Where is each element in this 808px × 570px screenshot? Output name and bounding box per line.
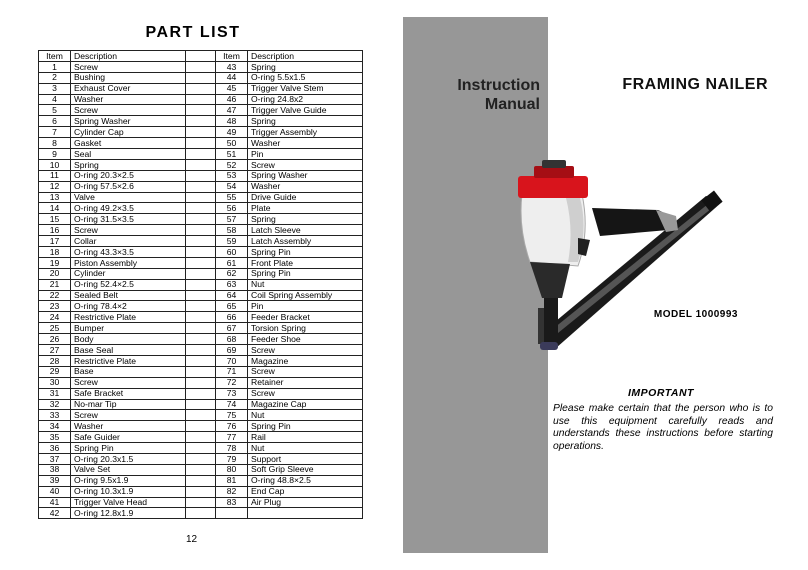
part-item-number: 76: [216, 421, 248, 432]
part-description: Nut: [248, 443, 363, 454]
column-gap: [186, 149, 216, 160]
column-gap: [186, 116, 216, 127]
part-description: Washer: [71, 94, 186, 105]
column-gap: [186, 268, 216, 279]
part-item-number: 1: [39, 61, 71, 72]
parts-body: [39, 61, 363, 518]
part-item-number: 14: [39, 203, 71, 214]
part-item-number: 17: [39, 236, 71, 247]
column-gap: [186, 51, 216, 62]
column-gap: [186, 94, 216, 105]
column-gap: [186, 203, 216, 214]
part-item-number: 12: [39, 181, 71, 192]
column-gap: [186, 225, 216, 236]
table-row: [39, 257, 363, 268]
part-description: Air Plug: [248, 497, 363, 508]
column-gap: [186, 355, 216, 366]
table-row: [39, 334, 363, 345]
part-item-number: 10: [39, 159, 71, 170]
part-description: Retainer: [248, 377, 363, 388]
column-gap: [186, 432, 216, 443]
part-item-number: 13: [39, 192, 71, 203]
column-gap: [186, 366, 216, 377]
instruction-manual-title: [420, 76, 540, 114]
part-item-number: 83: [216, 497, 248, 508]
part-description: Spring Washer: [248, 170, 363, 181]
part-item-number: 52: [216, 159, 248, 170]
important-heading: IMPORTANT: [628, 387, 694, 399]
column-gap: [186, 475, 216, 486]
part-item-number: 72: [216, 377, 248, 388]
framing-nailer-image: [508, 158, 738, 363]
part-description: Latch Assembly: [248, 236, 363, 247]
column-gap: [186, 323, 216, 334]
part-description: Spring Pin: [71, 443, 186, 454]
column-gap: [186, 236, 216, 247]
part-description: Front Plate: [248, 257, 363, 268]
part-description: Trigger Assembly: [248, 127, 363, 138]
table-row: [39, 301, 363, 312]
part-description: Screw: [71, 105, 186, 116]
part-description: Spring Washer: [71, 116, 186, 127]
table-row: [39, 388, 363, 399]
part-description: Support: [248, 453, 363, 464]
table-row: [39, 214, 363, 225]
part-description: Gasket: [71, 138, 186, 149]
table-header-row: [39, 51, 363, 62]
part-description: Trigger Valve Stem: [248, 83, 363, 94]
column-gap: [186, 72, 216, 83]
part-item-number: 25: [39, 323, 71, 334]
part-description: Safe Guider: [71, 432, 186, 443]
part-list-page: [0, 0, 403, 570]
part-description: O-ring 49.2×3.5: [71, 203, 186, 214]
part-item-number: 65: [216, 301, 248, 312]
part-description: Magazine Cap: [248, 399, 363, 410]
header-description-left: Description: [71, 51, 186, 62]
part-item-number: 19: [39, 257, 71, 268]
part-description: O-ring 24.8x2: [248, 94, 363, 105]
column-gap: [186, 290, 216, 301]
product-title: FRAMING NAILER: [622, 76, 768, 93]
column-gap: [186, 192, 216, 203]
column-gap: [186, 399, 216, 410]
part-description: Pin: [248, 301, 363, 312]
part-item-number: 42: [39, 508, 71, 519]
part-item-number: 31: [39, 388, 71, 399]
table-row: [39, 377, 363, 388]
column-gap: [186, 508, 216, 519]
part-item-number: 22: [39, 290, 71, 301]
part-item-number: 33: [39, 410, 71, 421]
part-description: O-ring 43.3×3.5: [71, 247, 186, 258]
part-item-number: 20: [39, 268, 71, 279]
part-description: O-ring 48.8×2.5: [248, 475, 363, 486]
part-description: Cylinder Cap: [71, 127, 186, 138]
part-description: Plate: [248, 203, 363, 214]
part-description: Magazine: [248, 355, 363, 366]
part-item-number: 80: [216, 464, 248, 475]
part-item-number: 34: [39, 421, 71, 432]
important-note: Please make certain that the person who is to use this equipment carefully reads and understands these instructions before starting operations.: [553, 403, 773, 452]
part-description: Spring: [248, 214, 363, 225]
table-row: [39, 486, 363, 497]
part-item-number: 57: [216, 214, 248, 225]
header-item-right: Item: [216, 51, 248, 62]
table-row: [39, 366, 363, 377]
part-item-number: 8: [39, 138, 71, 149]
part-item-number: 48: [216, 116, 248, 127]
part-description: Soft Grip Sleeve: [248, 464, 363, 475]
part-item-number: 7: [39, 127, 71, 138]
part-list-title: PART LIST: [145, 24, 241, 41]
part-item-number: 26: [39, 334, 71, 345]
part-description: O-ring 57.5×2.6: [71, 181, 186, 192]
part-item-number: 75: [216, 410, 248, 421]
part-description: Valve Set: [71, 464, 186, 475]
part-item-number: 24: [39, 312, 71, 323]
table-row: [39, 312, 363, 323]
part-item-number: 49: [216, 127, 248, 138]
part-description: Screw: [71, 225, 186, 236]
column-gap: [186, 105, 216, 116]
part-description: O-ring 5.5x1.5: [248, 72, 363, 83]
table-row: [39, 105, 363, 116]
part-item-number: 78: [216, 443, 248, 454]
part-item-number: 35: [39, 432, 71, 443]
part-description: Torsion Spring: [248, 323, 363, 334]
table-row: [39, 268, 363, 279]
part-description: O-ring 31.5×3.5: [71, 214, 186, 225]
table-row: [39, 355, 363, 366]
part-description: Spring Pin: [248, 421, 363, 432]
part-description: Screw: [248, 159, 363, 170]
table-row: [39, 61, 363, 72]
part-description: Spring Pin: [248, 268, 363, 279]
part-item-number: 50: [216, 138, 248, 149]
part-item-number: 58: [216, 225, 248, 236]
part-description: O-ring 78.4×2: [71, 301, 186, 312]
part-description: No-mar Tip: [71, 399, 186, 410]
nailer-drive-guide: [544, 298, 558, 342]
part-description: Screw: [248, 345, 363, 356]
part-description: Spring: [248, 116, 363, 127]
nailer-safety: [538, 308, 544, 344]
column-gap: [186, 83, 216, 94]
part-description: Restrictive Plate: [71, 312, 186, 323]
table-row: [39, 170, 363, 181]
table-row: [39, 181, 363, 192]
part-item-number: 43: [216, 61, 248, 72]
part-item-number: 44: [216, 72, 248, 83]
table-row: [39, 323, 363, 334]
table-row: [39, 127, 363, 138]
column-gap: [186, 170, 216, 181]
column-gap: [186, 453, 216, 464]
part-description: O-ring 20.3x1.5: [71, 453, 186, 464]
part-description: Pin: [248, 149, 363, 160]
part-description: Body: [71, 334, 186, 345]
column-gap: [186, 421, 216, 432]
part-item-number: 45: [216, 83, 248, 94]
part-item-number: 74: [216, 399, 248, 410]
empty-cell: [248, 508, 363, 519]
part-description: Sealed Belt: [71, 290, 186, 301]
part-item-number: 2: [39, 72, 71, 83]
part-description: Bumper: [71, 323, 186, 334]
part-item-number: 62: [216, 268, 248, 279]
part-item-number: 81: [216, 475, 248, 486]
part-item-number: 6: [39, 116, 71, 127]
part-item-number: 47: [216, 105, 248, 116]
instruction-line-2: Manual: [484, 96, 540, 113]
nailer-tip: [540, 342, 558, 350]
table-row: [39, 236, 363, 247]
part-item-number: 69: [216, 345, 248, 356]
parts-table: [38, 50, 363, 519]
part-item-number: 9: [39, 149, 71, 160]
table-row: [39, 410, 363, 421]
column-gap: [186, 443, 216, 454]
part-item-number: 59: [216, 236, 248, 247]
part-item-number: 67: [216, 323, 248, 334]
part-item-number: 28: [39, 355, 71, 366]
part-item-number: 66: [216, 312, 248, 323]
part-item-number: 79: [216, 453, 248, 464]
part-item-number: 27: [39, 345, 71, 356]
part-item-number: 15: [39, 214, 71, 225]
column-gap: [186, 247, 216, 258]
column-gap: [186, 334, 216, 345]
part-description: Valve: [71, 192, 186, 203]
column-gap: [186, 312, 216, 323]
table-row: [39, 453, 363, 464]
column-gap: [186, 464, 216, 475]
part-description: O-ring 9.5x1.9: [71, 475, 186, 486]
part-description: Seal: [71, 149, 186, 160]
part-item-number: 51: [216, 149, 248, 160]
nailer-red-cap: [518, 176, 588, 198]
part-description: Screw: [248, 366, 363, 377]
part-description: Screw: [71, 61, 186, 72]
part-description: Coil Spring Assembly: [248, 290, 363, 301]
part-item-number: 71: [216, 366, 248, 377]
part-description: O-ring 52.4×2.5: [71, 279, 186, 290]
part-description: Feeder Shoe: [248, 334, 363, 345]
part-item-number: 73: [216, 388, 248, 399]
part-item-number: 5: [39, 105, 71, 116]
part-item-number: 41: [39, 497, 71, 508]
table-row: [39, 432, 363, 443]
table-row: [39, 464, 363, 475]
column-gap: [186, 127, 216, 138]
part-item-number: 53: [216, 170, 248, 181]
column-gap: [186, 301, 216, 312]
column-gap: [186, 497, 216, 508]
column-gap: [186, 159, 216, 170]
part-description: Restrictive Plate: [71, 355, 186, 366]
column-gap: [186, 388, 216, 399]
column-gap: [186, 138, 216, 149]
part-item-number: 21: [39, 279, 71, 290]
part-description: Spring Pin: [248, 247, 363, 258]
part-item-number: 36: [39, 443, 71, 454]
column-gap: [186, 377, 216, 388]
part-description: End Cap: [248, 486, 363, 497]
table-row: [39, 116, 363, 127]
part-description: Spring: [71, 159, 186, 170]
part-item-number: 46: [216, 94, 248, 105]
part-item-number: 60: [216, 247, 248, 258]
part-item-number: 77: [216, 432, 248, 443]
part-item-number: 64: [216, 290, 248, 301]
table-row: [39, 475, 363, 486]
part-item-number: 16: [39, 225, 71, 236]
column-gap: [186, 181, 216, 192]
part-item-number: 23: [39, 301, 71, 312]
instruction-line-1: Instruction: [457, 77, 540, 94]
table-row: [39, 345, 363, 356]
part-item-number: 54: [216, 181, 248, 192]
part-description: Nut: [248, 410, 363, 421]
part-description: Trigger Valve Head: [71, 497, 186, 508]
table-row: [39, 83, 363, 94]
table-row: [39, 421, 363, 432]
part-description: Screw: [71, 410, 186, 421]
table-row: [39, 508, 363, 519]
header-item-left: Item: [39, 51, 71, 62]
table-row: [39, 247, 363, 258]
table-row: [39, 497, 363, 508]
table-row: [39, 279, 363, 290]
table-row: [39, 443, 363, 454]
table-row: [39, 159, 363, 170]
part-item-number: 18: [39, 247, 71, 258]
part-item-number: 40: [39, 486, 71, 497]
table-row: [39, 94, 363, 105]
part-item-number: 70: [216, 355, 248, 366]
part-description: Feeder Bracket: [248, 312, 363, 323]
part-item-number: 68: [216, 334, 248, 345]
table-row: [39, 192, 363, 203]
part-item-number: 30: [39, 377, 71, 388]
empty-cell: [216, 508, 248, 519]
header-description-right: Description: [248, 51, 363, 62]
page-number: 12: [186, 534, 198, 545]
part-item-number: 3: [39, 83, 71, 94]
part-description: Cylinder: [71, 268, 186, 279]
part-description: Washer: [248, 138, 363, 149]
part-description: Base: [71, 366, 186, 377]
column-gap: [186, 279, 216, 290]
part-item-number: 39: [39, 475, 71, 486]
part-item-number: 82: [216, 486, 248, 497]
part-description: O-ring 10.3x1.9: [71, 486, 186, 497]
part-description: O-ring 12.8x1.9: [71, 508, 186, 519]
part-description: Nut: [248, 279, 363, 290]
table-row: [39, 203, 363, 214]
table-row: [39, 149, 363, 160]
part-description: Screw: [248, 388, 363, 399]
part-description: O-ring 20.3×2.5: [71, 170, 186, 181]
part-description: Bushing: [71, 72, 186, 83]
part-item-number: 11: [39, 170, 71, 181]
table-row: [39, 72, 363, 83]
part-description: Safe Bracket: [71, 388, 186, 399]
part-description: Collar: [71, 236, 186, 247]
column-gap: [186, 486, 216, 497]
part-item-number: 38: [39, 464, 71, 475]
nailer-exhaust: [542, 160, 566, 168]
column-gap: [186, 410, 216, 421]
part-description: Piston Assembly: [71, 257, 186, 268]
part-item-number: 63: [216, 279, 248, 290]
table-row: [39, 290, 363, 301]
part-item-number: 32: [39, 399, 71, 410]
part-description: Trigger Valve Guide: [248, 105, 363, 116]
part-description: Rail: [248, 432, 363, 443]
part-description: Washer: [71, 421, 186, 432]
part-item-number: 55: [216, 192, 248, 203]
part-description: Washer: [248, 181, 363, 192]
column-gap: [186, 214, 216, 225]
part-description: Drive Guide: [248, 192, 363, 203]
part-item-number: 29: [39, 366, 71, 377]
part-description: Latch Sleeve: [248, 225, 363, 236]
table-row: [39, 399, 363, 410]
part-item-number: 61: [216, 257, 248, 268]
part-item-number: 56: [216, 203, 248, 214]
part-description: Screw: [71, 377, 186, 388]
column-gap: [186, 257, 216, 268]
column-gap: [186, 61, 216, 72]
table-row: [39, 225, 363, 236]
part-description: Exhaust Cover: [71, 83, 186, 94]
table-row: [39, 138, 363, 149]
part-description: Spring: [248, 61, 363, 72]
model-number: MODEL 1000993: [653, 309, 738, 320]
part-item-number: 37: [39, 453, 71, 464]
column-gap: [186, 345, 216, 356]
part-description: Base Seal: [71, 345, 186, 356]
nailer-nose: [530, 262, 570, 298]
nailer-trigger: [578, 238, 590, 256]
part-item-number: 4: [39, 94, 71, 105]
